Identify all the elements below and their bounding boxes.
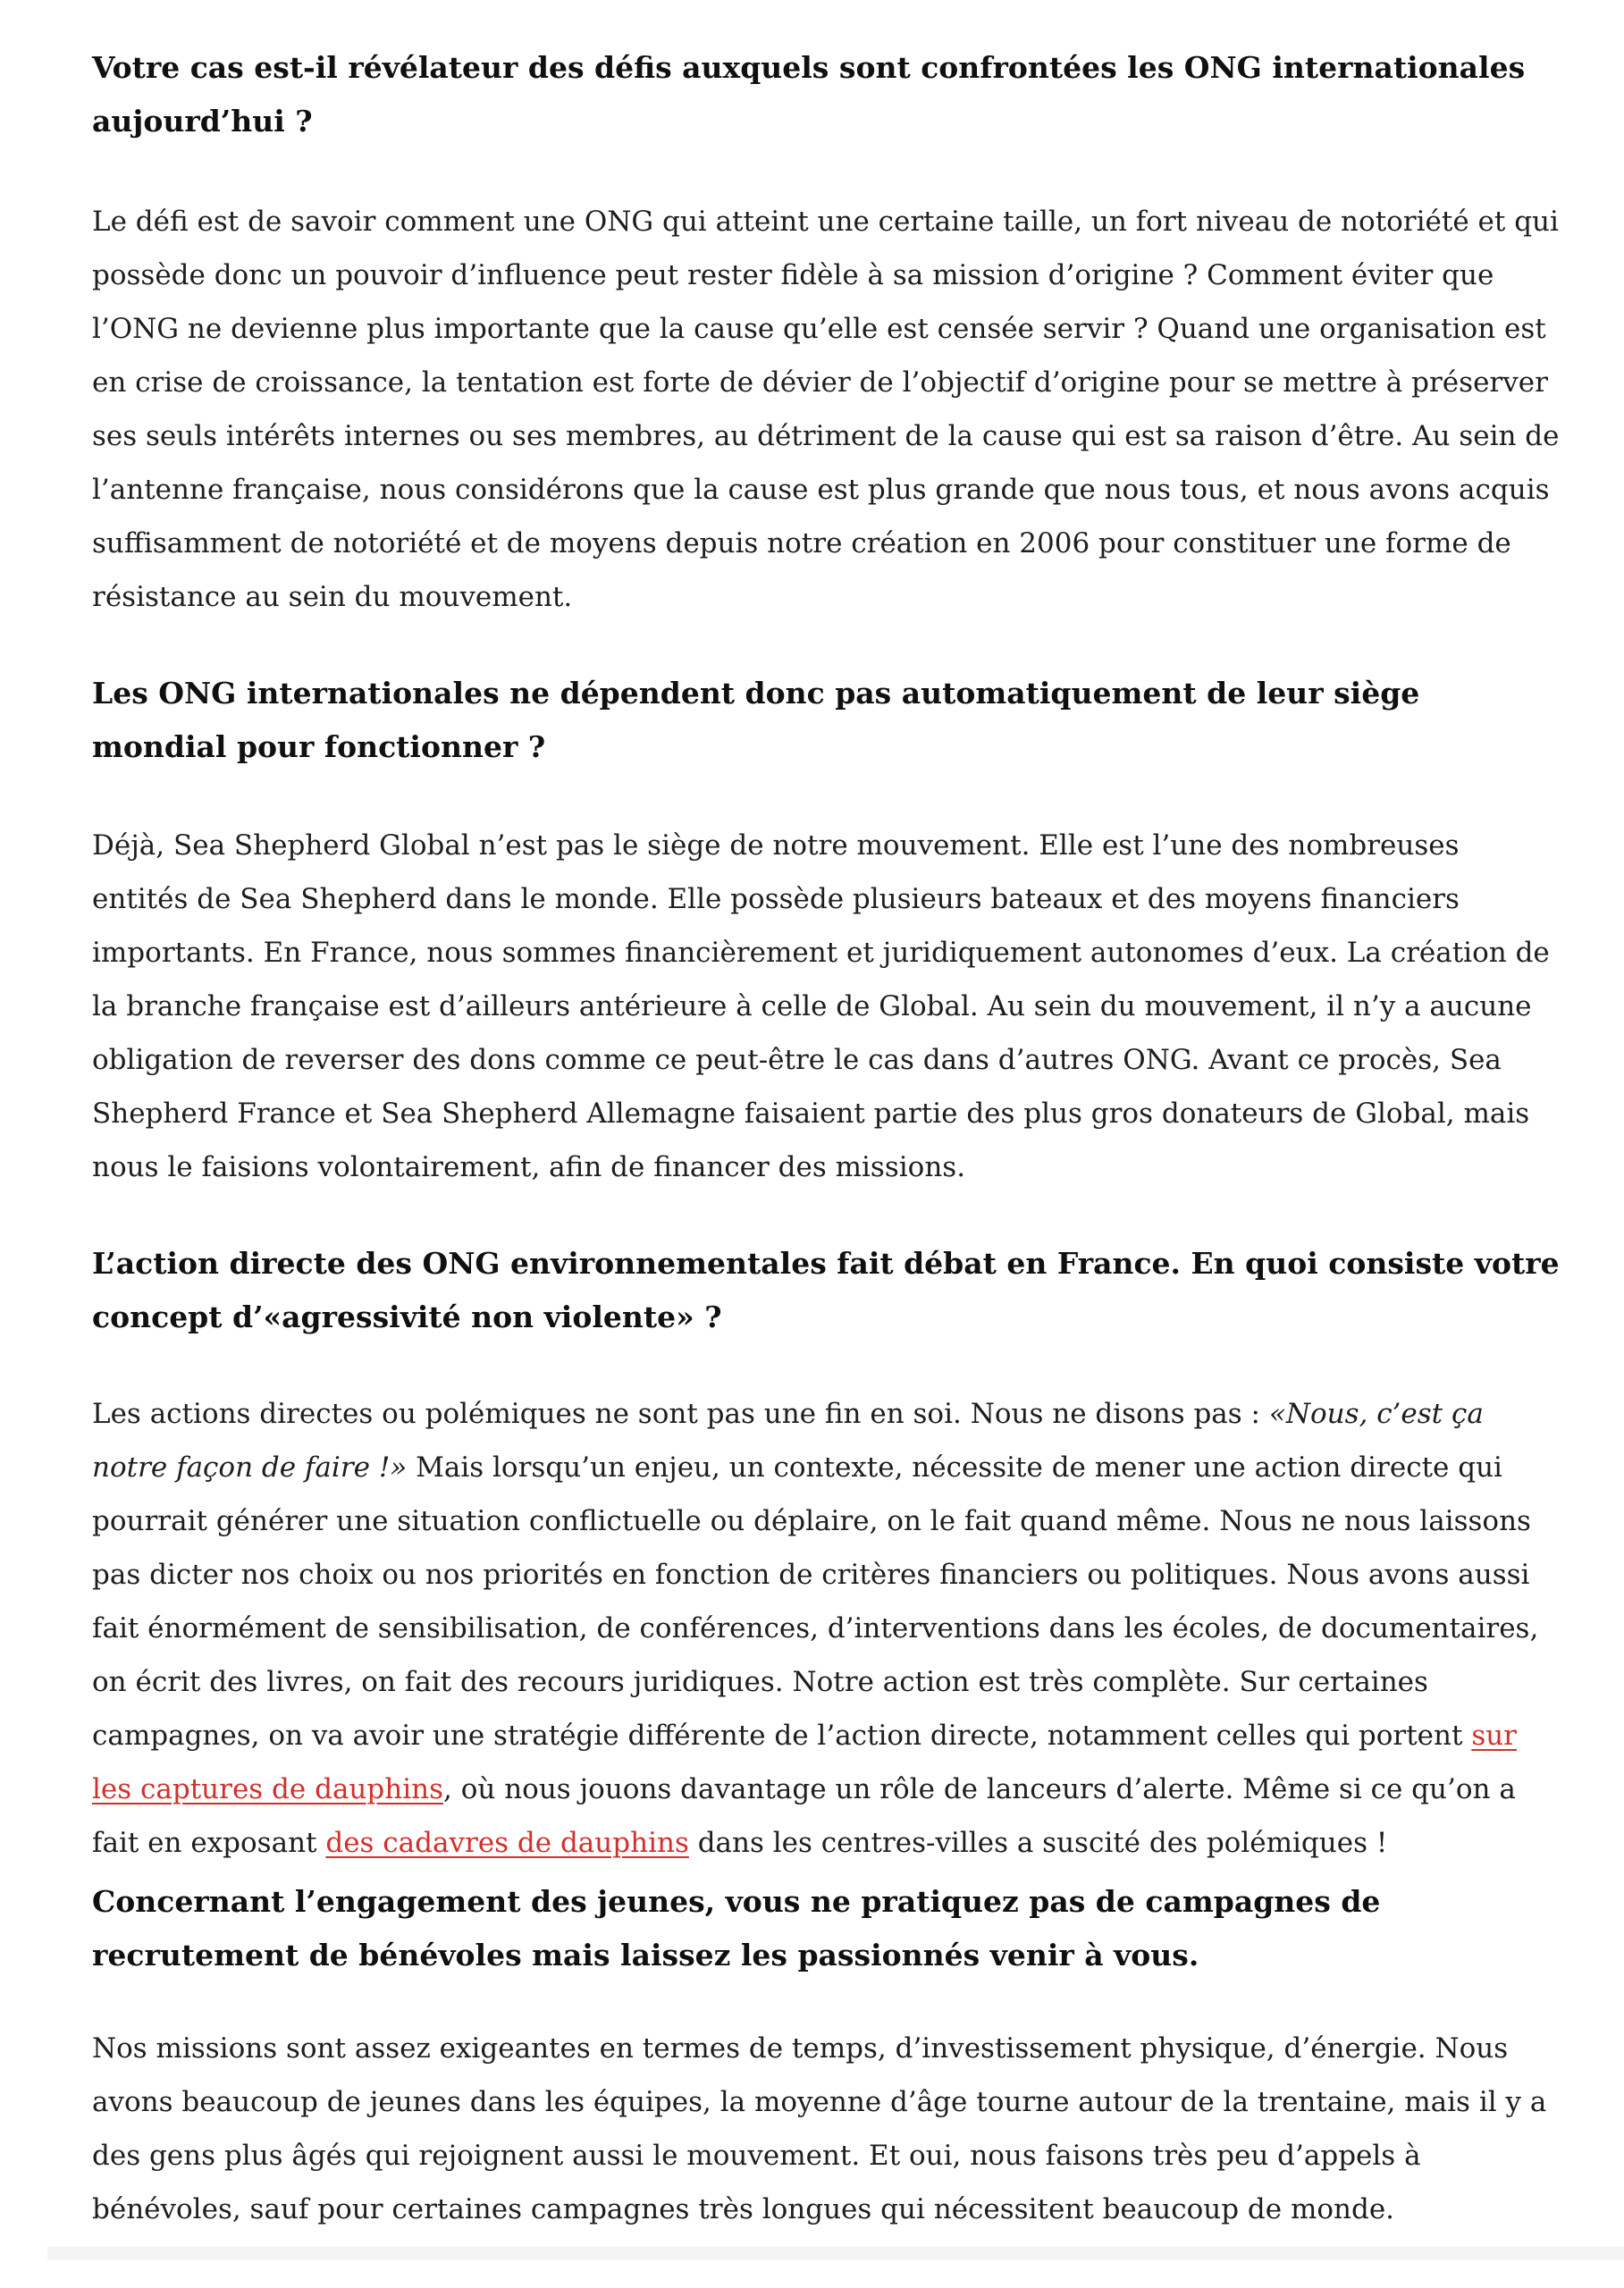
- interview-question: Les ONG internationales ne dépendent donc pas automatiquement de leur siège mondial pour fonctionner ?: [92, 676, 1420, 764]
- text-segment: Mais lorsqu’un enjeu, un contexte, nécessite de mener une action directe qui pourrait générer une situation conflictuelle ou déplaire, on le fait quand même. Nous ne nous laissons pas dicter nos choix ou nos priorités en fonction de critères financiers ou politiques. Nous avons aussi fait énormément de sensibilisation, de conférences, d’interventions dans les écoles, de documentaires, on écrit des livres, on fait des recours juridiques. Notre action est très complète. Sur certaines campagnes, on va avoir une stratégie différente de l’action directe, notamment celles qui portent: [92, 1451, 1539, 1752]
- interview-answer: [92, 195, 1562, 624]
- interview-section-2: [92, 667, 1562, 1194]
- text-segment: Le défi est de savoir comment une ONG qui atteint une certaine taille, un fort niveau de notoriété et qui possède donc un pouvoir d’influence peut rester fidèle à sa mission d’origine ? Comment éviter que l’ONG ne devienne plus importante que la cause qu’elle est censée servir ? Quand une organisation est en crise de croissance, la tentation est forte de dévier de l’objectif d’origine pour se mettre à préserver ses seuls intérêts internes ou ses membres, au détriment de la cause qui est sa raison d’être. Au sein de l’antenne française, nous considérons que la cause est plus grande que nous tous, et nous avons acquis suffisamment de notoriété et de moyens depuis notre création en 2006 pour constituer une forme de résistance au sein du mouvement.: [92, 206, 1560, 613]
- text-segment: Déjà, Sea Shepherd Global n’est pas le siège de notre mouvement. Elle est l’une des nombreuses entités de Sea Shepherd dans le monde. Elle possède plusieurs bateaux et des moyens financiers importants. En France, nous sommes financièrement et juridiquement autonomes d’eux. La création de la branche française est d’ailleurs antérieure à celle de Global. Au sein du mouvement, il n’y a aucune obligation de reverser des dons comme ce peut-être le cas dans d’autres ONG. Avant ce procès, Sea Shepherd France et Sea Shepherd Allemagne faisaient partie des plus gros donateurs de Global, mais nous le faisions volontairement, afin de financer des missions.: [92, 829, 1550, 1183]
- italic-quote: «Nous, c’est ça notre façon de faire !»: [92, 1398, 1484, 1484]
- text-segment: , où nous jouons davantage un rôle de lanceurs d’alerte. Même si ce qu’on a fait en exposant: [92, 1773, 1516, 1859]
- interview-answer: [92, 1387, 1562, 1870]
- text-segment: Nos missions sont assez exigeantes en termes de temps, d’investissement physique, d’énergie. Nous avons beaucoup de jeunes dans les équipes, la moyenne d’âge tourne autour de la trentaine, mais il y a des gens plus âgés qui rejoignent aussi le mouvement. Et oui, nous faisons très peu d’appels à bénévoles, sauf pour certaines campagnes très longues qui nécessitent beaucoup de monde.: [92, 2032, 1547, 2225]
- interview-section-4: [92, 1875, 1562, 2236]
- interview-section-1: [92, 41, 1562, 624]
- interview-section-3: [92, 1237, 1562, 1870]
- interview-answer: [92, 819, 1562, 1194]
- interview-question: Votre cas est-il révélateur des défis auxquels sont confrontées les ONG internationales aujourd’hui ?: [92, 50, 1526, 139]
- inline-link[interactable]: sur les captures de dauphins: [92, 1720, 1518, 1805]
- interview-question: Concernant l’engagement des jeunes, vous ne pratiquez pas de campagnes de recrutement de bénévoles mais laissez les passionnés venir à vous.: [92, 1884, 1381, 1973]
- interview-question: L’action directe des ONG environnementales fait débat en France. En quoi consiste votre concept d’«agressivité non violente» ?: [92, 1246, 1560, 1334]
- text-segment: Les actions directes ou polémiques ne sont pas une fin en soi. Nous ne disons pas :: [92, 1398, 1269, 1430]
- inline-link[interactable]: des cadavres de dauphins: [325, 1827, 689, 1859]
- interview-answer: [92, 2022, 1562, 2236]
- text-segment: dans les centres-villes a suscité des polémiques !: [688, 1827, 1388, 1859]
- bottom-divider: [47, 2247, 1624, 2260]
